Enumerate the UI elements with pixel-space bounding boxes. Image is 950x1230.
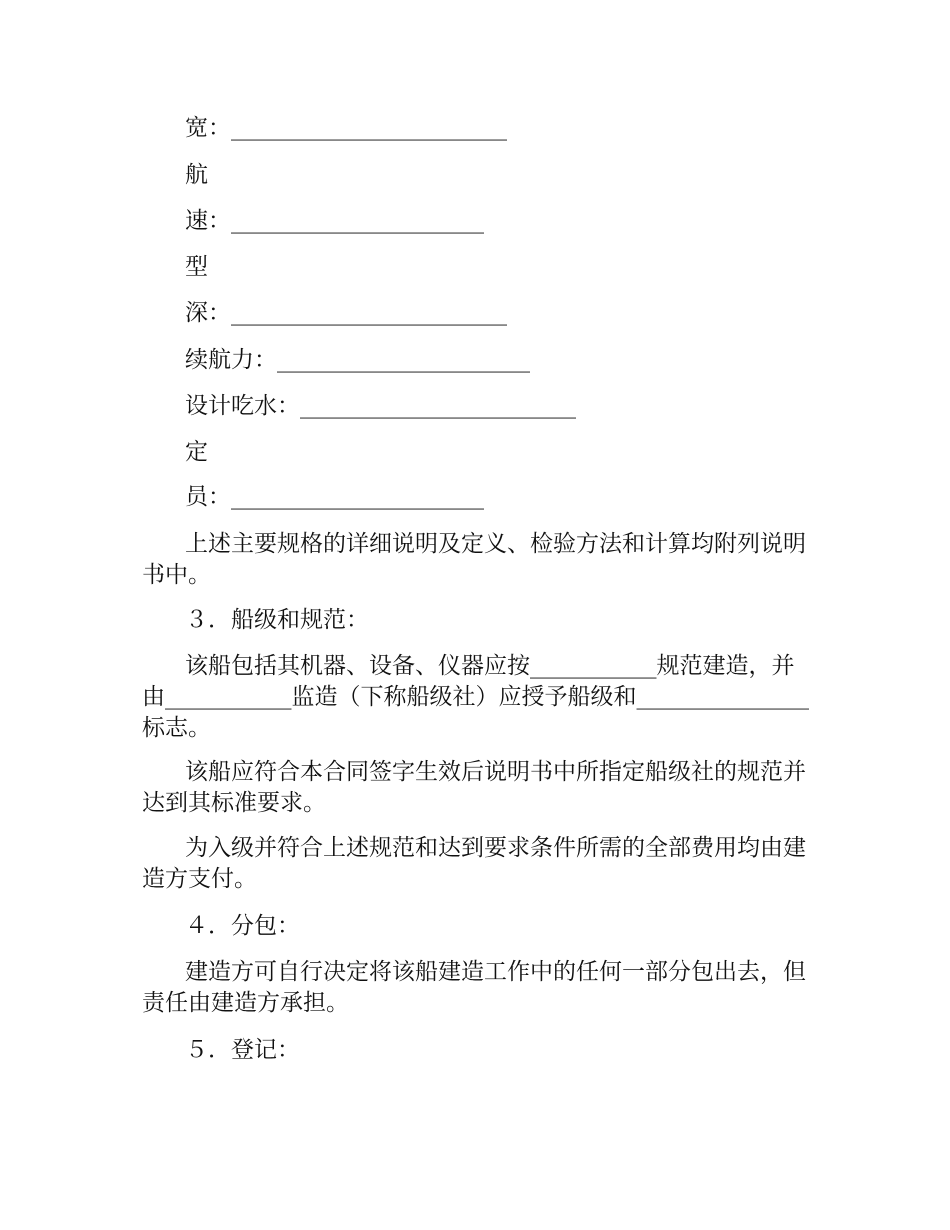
spec-width: 宽：________________________: [185, 115, 507, 141]
section-5-heading: ５．登记：: [185, 1037, 300, 1063]
spec-note-paragraph: 上述主要规格的详细说明及定义、检验方法和计算均附列说明书中。: [142, 531, 806, 588]
spec-complement: 员：______________________: [185, 484, 484, 510]
section-3-heading: ３．船级和规范：: [185, 607, 369, 633]
spec-speed-label: 航: [185, 162, 208, 188]
spec-speed: 速：______________________: [185, 208, 484, 234]
spec-depth-label: 型: [185, 254, 208, 280]
spec-depth: 深：________________________: [185, 300, 507, 326]
section-4-paragraph-1: 建造方可自行决定将该船建造工作中的任何一部分包出去，但责任由建造方承担。: [142, 959, 806, 1016]
spec-design-draft: 设计吃水：________________________: [185, 393, 576, 419]
spec-endurance: 续航力：______________________: [185, 347, 530, 373]
section-3-paragraph-1: 该船包括其机器、设备、仪器应按___________规范建造，并由___________监造（下称船级社）应授予船级和_______________标志。: [142, 653, 809, 741]
section-3-paragraph-2: 该船应符合本合同签字生效后说明书中所指定船级社的规范并达到其标准要求。: [142, 759, 806, 816]
spec-complement-label: 定: [185, 439, 208, 465]
section-4-heading: ４．分包：: [185, 913, 300, 939]
section-3-paragraph-3: 为入级并符合上述规范和达到要求条件所需的全部费用均由建造方支付。: [142, 835, 806, 892]
